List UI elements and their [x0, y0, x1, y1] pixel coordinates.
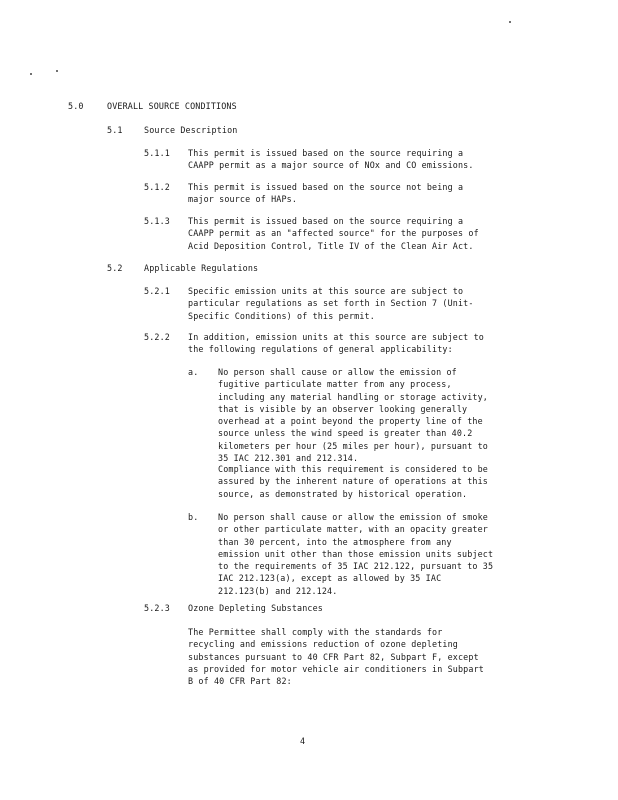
- text-line: kilometers per hour (25 miles per hour), pursuant to: [218, 440, 488, 451]
- item-number: 5.1.2: [144, 182, 170, 192]
- item-text: [188, 181, 463, 206]
- text-line: recycling and emissions reduction of ozone depleting: [188, 639, 458, 650]
- text-line: assured by the inherent nature of operations at this: [218, 476, 488, 487]
- text-line: 35 IAC 212.301 and 212.314.: [218, 453, 359, 464]
- text-line: major source of HAPs.: [188, 194, 298, 205]
- section-title: OVERALL SOURCE CONDITIONS: [107, 101, 237, 111]
- scan-speck: [56, 70, 58, 72]
- text-line: fugitive particulate matter from any process,: [218, 379, 452, 390]
- text-line: This permit is issued based on the source not being a: [188, 182, 464, 192]
- text-line: overhead at a point beyond the property line of the: [218, 416, 483, 427]
- text-line: 212.123(b) and 212.124.: [218, 585, 338, 596]
- text-line: This permit is issued based on the source requiring a: [188, 216, 464, 226]
- item-number: 5.2.3: [144, 603, 170, 613]
- text-line: The Permittee shall comply with the standards for: [188, 627, 443, 637]
- list-item-text: [218, 511, 493, 597]
- item-text: [188, 331, 484, 356]
- text-line: Acid Deposition Control, Title IV of the Clean Air Act.: [188, 240, 474, 251]
- subsection-number: 5.2: [107, 263, 123, 273]
- item-text: [188, 626, 484, 687]
- text-line: than 30 percent, into the atmosphere from any: [218, 536, 452, 547]
- text-line: CAAPP permit as a major source of NOx and CO emissions.: [188, 160, 474, 171]
- text-line: Specific emission units at this source are subject to: [188, 286, 464, 296]
- text-line: source, as demonstrated by historical operation.: [218, 488, 468, 499]
- item-number: 5.1.3: [144, 216, 170, 226]
- item-text: [188, 285, 474, 322]
- item-text: [188, 147, 474, 172]
- item-title: Ozone Depleting Substances: [188, 603, 323, 613]
- text-line: In addition, emission units at this source are subject to: [188, 332, 484, 342]
- subsection-number: 5.1: [107, 125, 123, 135]
- text-line: This permit is issued based on the source requiring a: [188, 148, 464, 158]
- list-item-text: [218, 366, 488, 464]
- subsection-title: Source Description: [144, 125, 238, 135]
- scan-speck: [509, 21, 511, 23]
- item-number: 5.2.2: [144, 332, 170, 342]
- text-line: the following regulations of general applicability:: [188, 344, 453, 355]
- text-line: as provided for motor vehicle air conditioners in Subpart: [188, 663, 484, 674]
- item-number: 5.1.1: [144, 148, 170, 158]
- item-text: [188, 215, 479, 252]
- text-line: CAAPP permit as an "affected source" for the purposes of: [188, 228, 479, 239]
- text-line: that is visible by an observer looking generally: [218, 403, 468, 414]
- text-line: Specific Conditions) of this permit.: [188, 310, 375, 321]
- text-line: B of 40 CFR Part 82:: [188, 676, 292, 687]
- text-line: No person shall cause or allow the emission of smoke: [218, 512, 488, 522]
- text-line: particular regulations as set forth in Section 7 (Unit-: [188, 298, 474, 309]
- item-number: 5.2.1: [144, 286, 170, 296]
- section-number: 5.0: [68, 101, 84, 111]
- text-line: including any material handling or storage activity,: [218, 391, 488, 402]
- scan-speck: [30, 73, 32, 75]
- text-line: IAC 212.123(a), except as allowed by 35 IAC: [218, 573, 442, 584]
- compliance-note: [218, 463, 488, 500]
- text-line: source unless the wind speed is greater than 40.2: [218, 428, 473, 439]
- text-line: No person shall cause or allow the emission of: [218, 367, 457, 377]
- text-line: Compliance with this requirement is considered to be: [218, 464, 488, 474]
- text-line: substances pursuant to 40 CFR Part 82, Subpart F, except: [188, 651, 479, 662]
- list-label: b.: [188, 512, 199, 522]
- subsection-title: Applicable Regulations: [144, 263, 259, 273]
- list-label: a.: [188, 367, 199, 377]
- text-line: emission unit other than those emission units subject: [218, 548, 494, 559]
- text-line: or other particulate matter, with an opacity greater: [218, 524, 488, 535]
- text-line: to the requirements of 35 IAC 212.122, pursuant to 35: [218, 561, 494, 572]
- page-number: 4: [300, 736, 306, 746]
